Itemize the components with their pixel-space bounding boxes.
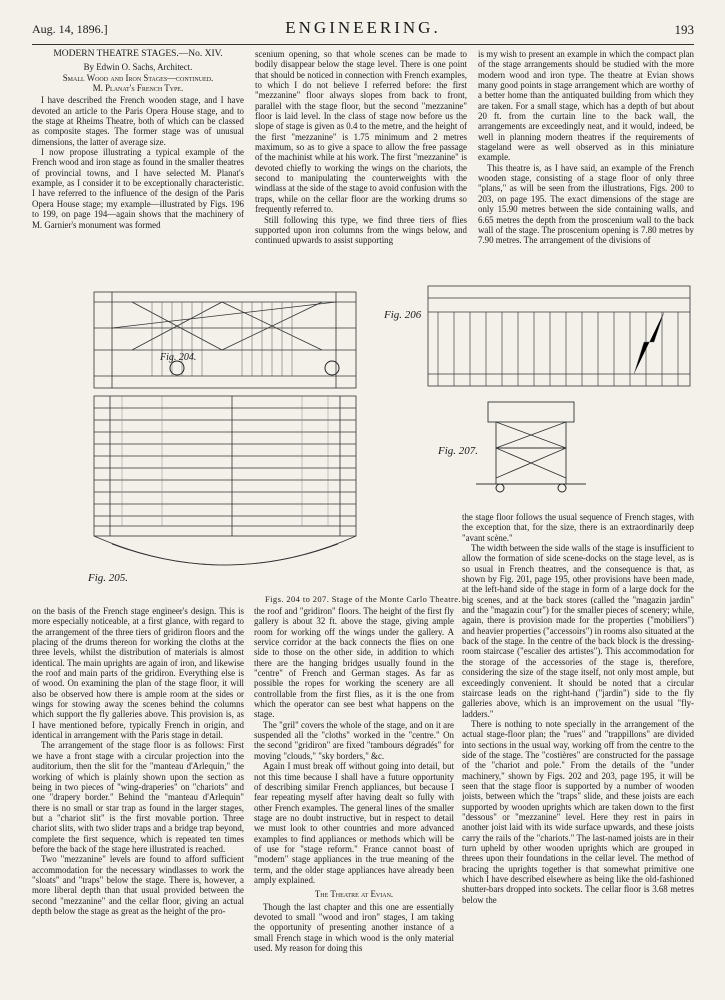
paragraph: the stage floor follows the usual sequence of French stages, with the exception that, for the size, there is an extraordinarily deep "avant scène." [462, 512, 694, 543]
paragraph: The "gril" covers the whole of the stage, and on it are suspended all the "cloths" worked in the "centre." On the second "gridiron" are fixed "tambours dégradés" for moving "clouds," "sky borders," &c. [254, 719, 454, 761]
article-title: MODERN THEATRE STAGES.—No. XIV. [53, 49, 223, 59]
article-column-2-continued [254, 606, 454, 994]
page-number: 193 [674, 22, 694, 37]
fig-205-plan-drawing [92, 394, 360, 584]
article-column-1 [32, 49, 244, 289]
paragraph: Though the last chapter and this one are essentially devoted to small "wood and iron" stages, I am taking the opportunity of presenting another instance of a small French stage in which wood is the only material used. My reason for doing this [254, 901, 454, 953]
paragraph: is my wish to present an example in which the compact plan of the stage arrangements should be studied with the more modern wood and iron type. The theatre at Evian shows many good points in stage arrangement which are worthy of a better home than the antiquated building from which they are taken. For a small stage, which has a depth of but about 20 ft. from the curtain line to the back wall, the arrangements are exceedingly neat, and it would, indeed, be well in planning modern theatres if the requirements of stageland were as well observed as in this miniature example. [478, 49, 694, 163]
article-column-1-continued [32, 606, 244, 994]
issue-date: Aug. 14, 1896.] [32, 22, 108, 36]
fig-206-label: Fig. 206 [384, 309, 422, 321]
section-heading-evian: The Theatre at Evian. [314, 889, 394, 900]
section-heading: M. Planat's French Type. [92, 83, 184, 94]
article-column-3 [478, 49, 694, 289]
fig-207-cross-section-drawing [472, 398, 592, 496]
page-header [32, 20, 694, 42]
article-column-3-continued [462, 512, 694, 992]
fig-206-elevation-drawing [424, 282, 696, 394]
article-author: By Edwin O. Sachs, Architect. [83, 62, 193, 73]
paragraph: I now propose illustrating a typical example of the French wood and iron stage as found in the smaller theatres of provincial towns, and I have selected M. Planat's example, as I consider it to be exceptionally characteristic. I have referred to the influence of the design of the Paris Opera House stage; my example—illustrated by Figs. 196 to 199, on page 194—again shows that the machinery of M. Garnier's monument was formed [32, 147, 244, 230]
paragraph: on the basis of the French stage engineer's design. This is more especially noticeable, at a first glance, with regard to the arrangement of the three tiers of gridiron floors and the placing of the drums thereon for working the cloths at the three levels, whilst the distribution of materials is almost identical. The main uprights are again of iron, and likewise the roof and main parts of the gridiron. Everything else is of wood. On examining the plan of the stage floor, it will also be observed how there is ample room at the sides or wings for stowing away the scenes behind the columns which support the fly galleries above. This provision is, as I have mentioned before, typically French in origin, and identical in arrangement with the Paris stage in detail. [32, 606, 244, 741]
article-subtitle: Small Wood and Iron Stages—continued. [62, 72, 214, 83]
article-column-2 [255, 49, 467, 289]
figure-caption: Figs. 204 to 207. Stage of the Monte Carlo Theatre. [265, 594, 461, 604]
header-rule [32, 44, 694, 45]
journal-title: ENGINEERING. [285, 18, 441, 37]
fig-205-label: Fig. 205. [88, 572, 129, 584]
paragraph: The width between the side walls of the stage is insufficient to allow the formation of side scene-docks on the stage level, as is so usual in French theatres, and the consequence is that, as shown by Fig. 201, page 195, other provisions have been made, at the left-hand side of the stage in form of a large dock for the big scenes, and at the back stores (called the "magazin jardin" and the "magazin cour") for the smaller pieces of scenery; while, again, there is provision made for the properties ("mobiliers") and heavier properties ("accessoirs") in rooms also situated at the back of the stage. In the centre of the back block is the dressing-room staircase ("escalier des artistes"). This accommodation for the storage of the accessories of the stage is, therefore, considering the size of the stage itself, not only most ample, but exceedingly convenient. It should be noted that a circular staircase leads on the right-hand ("jardin") side to the fly galleries above, which is an improvement on the usual "fly-ladders." [462, 543, 694, 719]
paragraph: Two "mezzanine" levels are found to afford sufficient accommodation for the necessary windlasses to work the "sloats" and "traps" below the stage. There is, however, a more liberal depth than that usual provided between the second "mezzanine" and the cellar floor, giving an actual depth below the stage as great as the height of the pro- [32, 854, 244, 916]
fig-204-section-drawing [92, 290, 360, 392]
paragraph: The arrangement of the stage floor is as follows: First we have a front stage with a circular projection into the auditorium, then the slit for the "manteau d'Arlequin," the working of which is plainly shown upon the section as being in two pieces of "wing-draperies" on "chariots" and one "drapery border." Behind the "manteau d'Arlequin" there is no small or star trap as found in the larger stages, but a "chariot slit" is the first movable portion. Three chariot slits, with two slider traps and a bridge trap beyond, complete the first sequence, which is repeated ten times before the back of the stage here illustrated is reached. [32, 740, 244, 854]
paragraph: I have described the French wooden stage, and I have devoted an article to the Paris Opera House stage, and to the stage at Rheims Theatre, both of which can be classed as composite stages. The former stage was of unusual dimensions, the latter of average size. [32, 95, 244, 147]
fig-204-label: Fig. 204. [160, 352, 197, 363]
paragraph: Still following this type, we find three tiers of flies supported upon iron columns from the wings below, and continued upwards to assist supporting [255, 214, 467, 246]
paragraph: the roof and "gridiron" floors. The height of the first fly gallery is about 32 ft. above the stage, giving ample room for working off the wings under the gallery. A service corridor at the back connects the flies on one side to those on the other side, in addition to which there are the hanging bridges usually found in the "centre" of French and German stages. As far as possible the ropes for working the scenery are all controllable from the first flies, as it is the one from which the operator can see best what happens on the stage. [254, 606, 454, 720]
paragraph: Again I must break off without going into detail, but not this time because I shall have a future opportunity of describing similar French appliances, but because I fear repeating myself after having dealt so fully with other French examples. The general lines of the smaller stage are no doubt instructive, but in respect to detail we must look to other countries and more advanced examples to find appliances or methods which will be of use for "stage reform." France cannot boast of "modern" stage appliances in the true meaning of the term, and the older stage appliances have already been amply explained. [254, 761, 454, 885]
paragraph: This theatre is, as I have said, an example of the French wooden stage, consisting of a stage floor of only three "plans," as will be seen from the illustrations, Figs. 200 to 203, on page 195. The exact dimensions of the stage are only 15.90 metres between the side containing walls, and 6.65 metres the depth from the proscenium wall to the back wall of the stage. The proscenium opening is 7.80 metres by 7.90 metres. The arrangement of the divisions of [478, 162, 694, 246]
paragraph: scenium opening, so that whole scenes can be made to bodily disappear below the stage level. There is one point that should be noticed in connection with French examples, to which I do not believe I referred before: the first "mezzanine" floor always slopes from back to front, parallel with the stage floor, but the second "mezzanine" floor is laid level. In the class of stage now before us the slope of stage is given as 0.4 to the metre, and the height of the first "mezzanine" is 1.75 minimum and 2 metres maximum, so as to give a space to allow the free passage of the machinist while at his work. The first "mezzanine" is devoted chiefly to working the wings on the chariots, the second to manipulating the counterweights with the windlass at the side of the stage to avoid confusion with the traps, while on the cellar floor are the working drums so frequently referred to. [255, 49, 467, 215]
fig-207-label: Fig. 207. [438, 445, 479, 457]
paragraph: There is nothing to note specially in the arrangement of the actual stage-floor plan; the "rues" and "trappillons" are divided into sections in the usual way, working off from the centre to the side of the stage. The "costières" are constructed for the passage of the "chariot and pole." From the details of the "under machinery," shown by Figs. 202 and 203, page 195, it will be seen that the stage floor is supported by a number of wooden joists, between which the "traps" slide, and these joists are each supported by wooden uprights which are taken down to the first "dessous" or "mezzanine" level. Here they rest in pairs in another joist laid with its wide surface upwards, and these joists carry the rails of the "chariots." The last-named joists are in their turn upheld by other wooden uprights which are grouped in threes upon their foundations in the cellar level. The method of bracing the uprights together is that somewhat primitive one which I have described elsewhere as being like the old-fashioned shutter-bars dropped into sockets. The cellar floor is 3.68 metres below the [462, 718, 694, 905]
